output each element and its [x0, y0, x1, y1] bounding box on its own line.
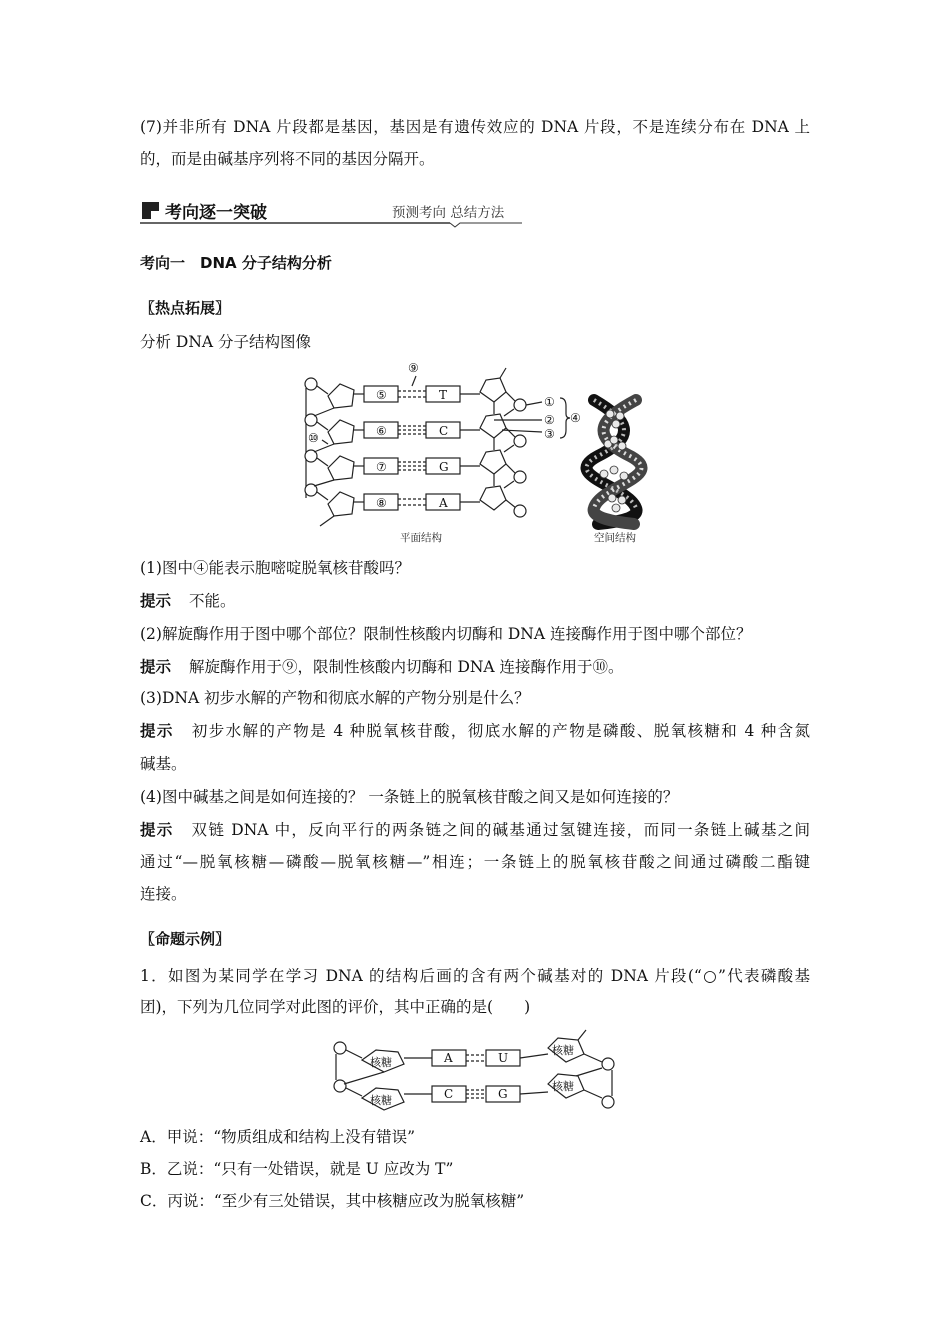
base-A: A	[444, 1051, 453, 1065]
sugar-label: 核糖	[370, 1056, 392, 1069]
base-label-7: ⑦	[376, 460, 387, 474]
question-1: (1)图中④能表示胞嘧啶脱氧核苷酸吗？	[140, 559, 410, 577]
label-1: ①	[544, 395, 555, 409]
caption-space: 空间结构	[594, 532, 636, 544]
section-title: 考向逐一突破	[165, 203, 267, 223]
hint-4-cont2: 连接。	[140, 885, 187, 903]
option-c: C．丙说：“至少有三处错误，其中核糖应改为脱氧核糖”	[140, 1192, 525, 1210]
paragraph-line: (7)并非所有 DNA 片段都是基因，基因是有遗传效应的 DNA 片段，不是连续分布在 DNA 上	[140, 118, 810, 136]
base-label-A: A	[439, 496, 448, 510]
option-a: A．甲说：“物质组成和结构上没有错误”	[140, 1128, 416, 1146]
question-stem: 1．如图为某同学在学习 DNA 的结构后画的含有两个碱基对的 DNA 片段(“○”代表磷酸基	[140, 967, 810, 985]
sugar-label: 核糖	[552, 1044, 574, 1057]
label-9: ⑨	[408, 361, 419, 375]
base-C: C	[444, 1087, 454, 1101]
hint-4-cont: 通过“—脱氧核糖—磷酸—脱氧核糖—”相连；一条链上的脱氧核苷酸之间通过磷酸二酯键	[140, 853, 810, 871]
example-label: 〖命题示例〗	[140, 930, 231, 948]
dna-structure-figure	[298, 358, 658, 548]
double-helix-model	[587, 396, 642, 524]
section-subtitle: 预测考向 总结方法	[392, 205, 505, 221]
hint-2: 提示 解旋酶作用于⑨，限制性核酸内切酶和 DNA 连接酶作用于⑩。	[140, 658, 624, 676]
base-label-8: ⑧	[376, 496, 387, 510]
hint-4: 提示 双链 DNA 中，反向平行的两条链之间的碱基通过氢键连接，而同一条链上碱基之间	[140, 821, 810, 839]
base-label-5: ⑤	[376, 388, 387, 402]
label-10: ⑩	[308, 431, 319, 445]
base-G: G	[498, 1087, 508, 1101]
caption-plane: 平面结构	[400, 532, 442, 544]
label-2: ②	[544, 413, 555, 427]
label-4: ④	[570, 411, 581, 425]
base-label-C: C	[439, 424, 449, 438]
question-3: (3)DNA 初步水解的产物和彻底水解的产物分别是什么？	[140, 689, 530, 707]
base-U: U	[498, 1051, 509, 1065]
sugar-label: 核糖	[370, 1094, 392, 1107]
analysis-title: 分析 DNA 分子结构图像	[140, 333, 312, 351]
sugar-label: 核糖	[552, 1080, 574, 1093]
label-3: ③	[544, 427, 555, 441]
question-2: (2)解旋酶作用于图中哪个部位？限制性核酸内切酶和 DNA 连接酶作用于图中哪个部位？	[140, 625, 752, 643]
option-b: B．乙说：“只有一处错误，就是 U 应改为 T”	[140, 1160, 454, 1178]
hint-3-cont: 碱基。	[140, 755, 187, 773]
section-header	[140, 198, 522, 228]
base-label-6: ⑥	[376, 424, 387, 438]
question-stem-2: 团)，下列为几位同学对此图的评价，其中正确的是( )	[140, 998, 531, 1016]
base-label-T: T	[439, 388, 448, 402]
hint-1: 提示 不能。	[140, 592, 236, 610]
topic-title: 考向一 DNA 分子结构分析	[140, 254, 332, 272]
base-label-G: G	[439, 460, 449, 474]
section-underline	[140, 198, 522, 228]
hint-3: 提示 初步水解的产物是 4 种脱氧核苷酸，彻底水解的产物是磷酸、脱氧核糖和 4 种含氮	[140, 722, 810, 740]
question-figure	[326, 1026, 626, 1112]
question-4: (4)图中碱基之间是如何连接的？ 一条链上的脱氧核苷酸之间又是如何连接的？	[140, 788, 679, 806]
hot-label: 〖热点拓展〗	[140, 299, 231, 317]
paragraph-line: 的，而是由碱基序列将不同的基因分隔开。	[140, 150, 435, 168]
